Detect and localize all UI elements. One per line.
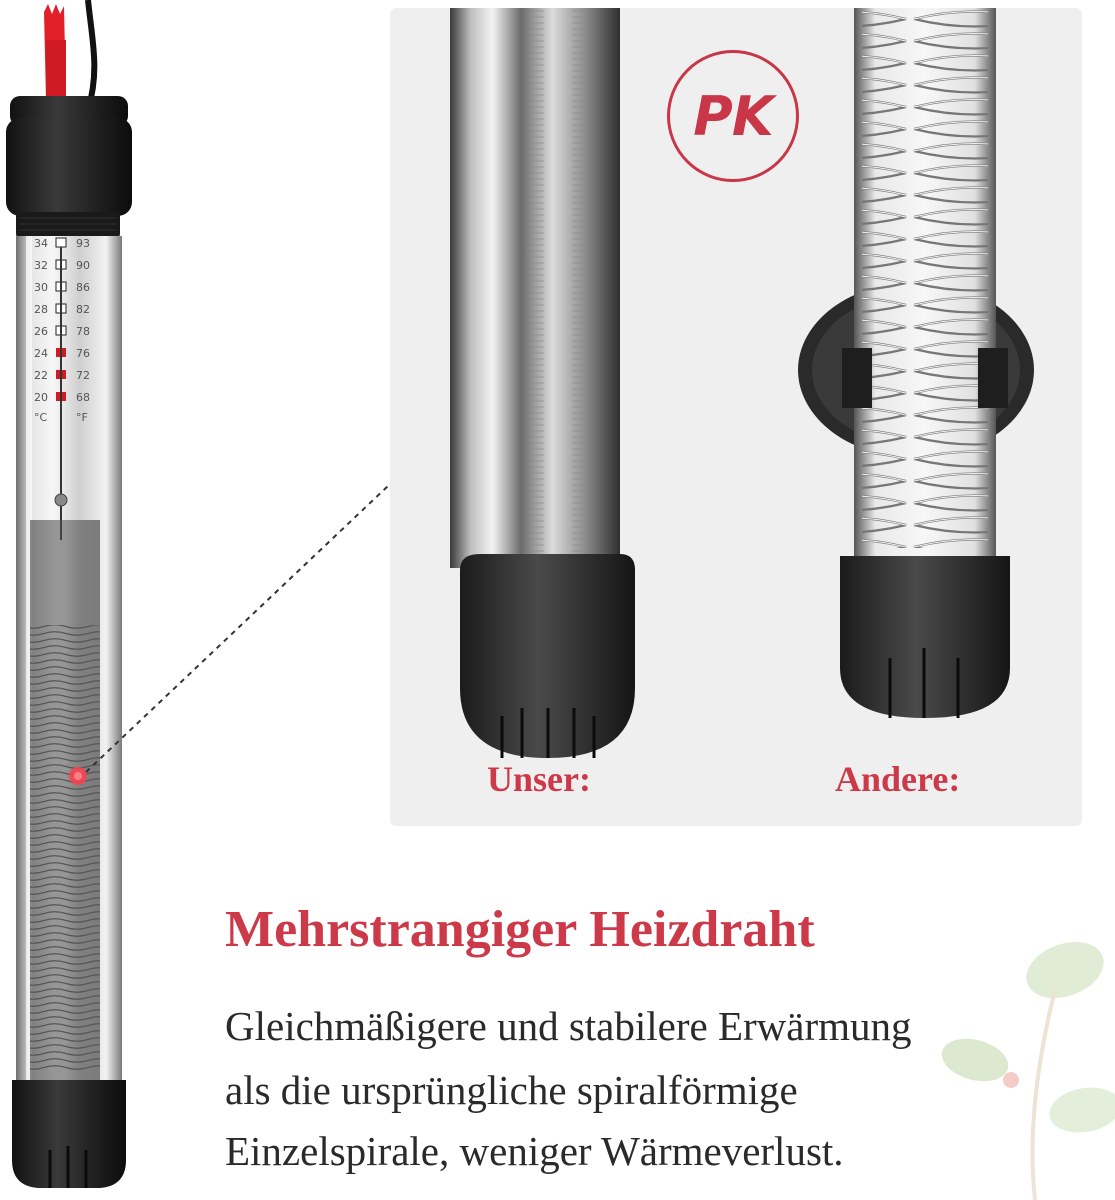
fahrenheit-tick: 78: [76, 325, 90, 338]
fahrenheit-tick: 72: [76, 369, 90, 382]
fahrenheit-tick: 86: [76, 281, 90, 294]
celsius-tick: 24: [34, 347, 48, 360]
fahrenheit-tick: 90: [76, 259, 90, 272]
fahrenheit-tick: 93: [76, 237, 90, 250]
zoom-leader-line: [0, 0, 400, 800]
fahrenheit-tick: 68: [76, 391, 90, 404]
celsius-tick: 30: [34, 281, 48, 294]
description-line: Einzelspirale, weniger Wärmeverlust.: [225, 1128, 844, 1174]
celsius-tick: 20: [34, 391, 48, 404]
celsius-tick: 22: [34, 369, 48, 382]
celsius-tick: 34: [34, 237, 48, 250]
pk-logo-text: PK: [693, 84, 773, 148]
fahrenheit-tick: 82: [76, 303, 90, 316]
celsius-tick: 28: [34, 303, 48, 316]
description-line: als die ursprüngliche spiralförmige: [225, 1067, 798, 1113]
plant-decoration: [915, 910, 1115, 1200]
label-others: Andere:: [835, 759, 961, 799]
celsius-unit: °C: [34, 411, 48, 424]
fahrenheit-tick: 76: [76, 347, 90, 360]
fahrenheit-unit: °F: [76, 411, 88, 424]
label-ours: Unser:: [487, 759, 591, 799]
headline: Mehrstrangiger Heizdraht: [225, 901, 815, 958]
celsius-tick: 26: [34, 325, 48, 338]
pk-logo: [667, 50, 799, 182]
celsius-tick: 32: [34, 259, 48, 272]
description-line: Gleichmäßigere und stabilere Erwärmung: [225, 1003, 912, 1049]
